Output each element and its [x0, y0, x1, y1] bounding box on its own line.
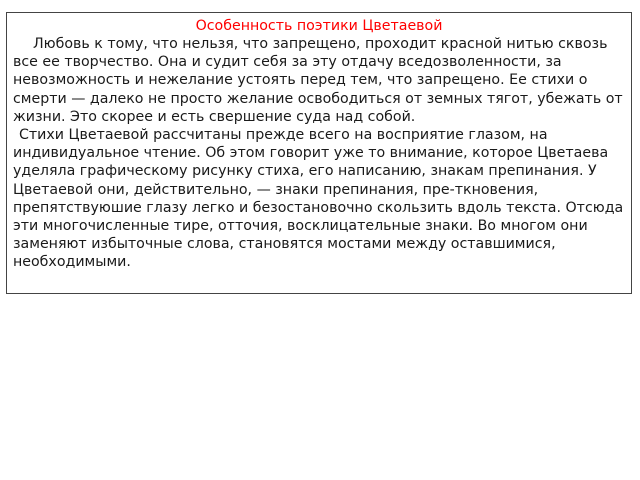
paragraph-love-forbidden: Любовь к тому, что нельзя, что запрещено, проходит красной нитью сквозь все ее творчество. Она и судит себя за эту отдачу вседозволенности, за невозможность и нежелание устоять перед тем, что запрещено. Ее стихи о смерти — далеко не просто желание освободиться от земных тягот, убежать от жизни. Это скорее и есть свершение суда над собой.	[13, 36, 623, 125]
text-frame	[6, 12, 632, 294]
document-title: Особенность поэтики Цветаевой	[195, 18, 443, 34]
paragraph-punctuation: Стихи Цветаевой рассчитаны прежде всего на восприятие глазом, на индивидуальное чтение. Об этом говорит уже то внимание, которое Цветаева уделяла графическому рисунку стиха, его написанию, знакам препинания. У Цветаевой они, действительно, — знаки препинания, пре-ткновения, препятствуюшие глазу легко и безостановочно скользить вдоль текста. Отсюда эти многочисленные тире, отточия, восклицательные знаки. Во многом они заменяют избыточные слова, становятся мостами между оставшимися, необходимыми.	[13, 127, 624, 271]
